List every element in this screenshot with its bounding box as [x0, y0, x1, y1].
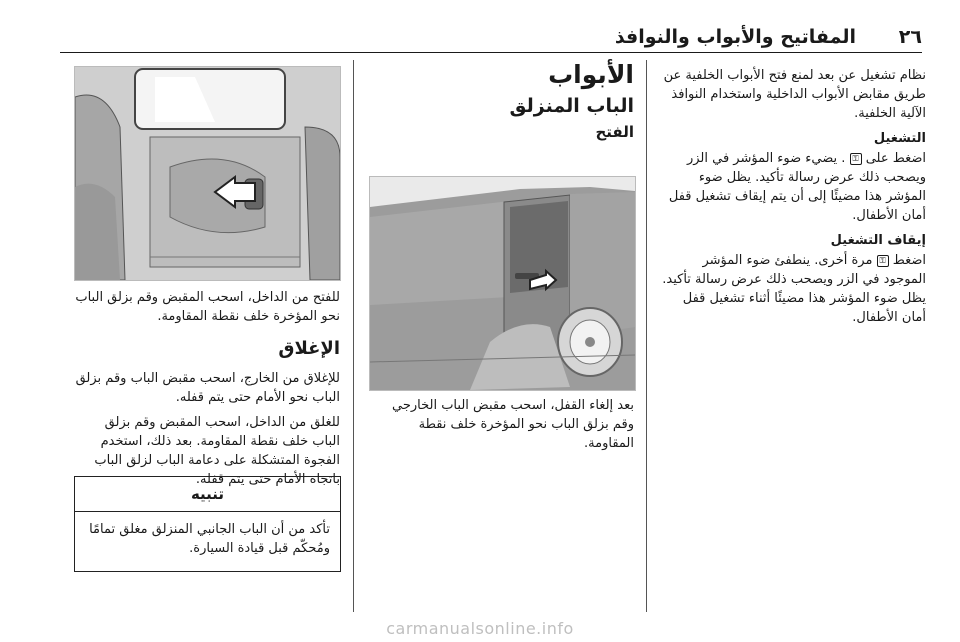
caution-note-text: تأكد من أن الباب الجانبي المنزلق مغلق تمامًا ومُحكّم قبل قيادة السيارة. — [89, 522, 330, 556]
deactivation-heading: إيقاف التشغيل — [830, 233, 926, 248]
subheading-sliding-door: الباب المنزلق — [509, 95, 634, 117]
van-sliding-door-illustration — [369, 176, 636, 391]
intro-paragraph: نظام تشغيل عن بعد لمنع فتح الأبواب الخلفية عن طريق مقابض الأبواب الداخلية واستخدام النوافذ الآلية الخلفية. — [663, 68, 926, 121]
section-heading-doors: الأبواب — [548, 60, 634, 89]
closing-inside-paragraph: للغلق من الداخل، اسحب المقبض وقم بزلق الباب خلف نقطة المقاومة. بعد ذلك، استخدم الفجوة المتشكلة على دعامة الباب لزلق الباب باتجاه الأمام حتى يتم قفله. — [94, 415, 340, 487]
middle-column — [368, 60, 634, 151]
activation-heading: التشغيل — [873, 131, 926, 146]
caution-note-title: تنبيه — [75, 477, 340, 512]
column-divider-left — [353, 60, 354, 612]
right-column — [658, 66, 926, 327]
interior-door-drawing — [75, 67, 340, 280]
page-title: المفاتيح والأبواب والنوافذ — [614, 26, 856, 48]
child-lock-key-icon: ⚿ — [877, 255, 889, 267]
header-rule — [60, 52, 922, 53]
page-number: ٢٦ — [898, 26, 922, 48]
deactivation-paragraph: اضغط ⚿ مرة أخرى. ينطفئ ضوء المؤشر الموجود في الزر ويصحب ذلك عرض رسالة تأكيد. يظل ضوء المؤشر هذا مضيئًا أثناء تشغيل قفل أمان الأطفال. — [662, 253, 926, 325]
left-column — [74, 288, 340, 489]
child-lock-key-icon: ⚿ — [850, 153, 862, 165]
interior-sliding-door-illustration — [74, 66, 341, 281]
caution-note-box — [74, 476, 341, 572]
middle-caption-block — [368, 396, 634, 453]
van-exterior-drawing — [370, 177, 635, 390]
opening-heading: الفتح — [595, 123, 634, 141]
middle-caption: بعد إلغاء القفل، اسحب مقبض الباب الخارجي وقم بزلق الباب نحو المؤخرة خلف نقطة المقاومة. — [391, 398, 634, 451]
closing-heading: الإغلاق — [278, 338, 340, 359]
closing-outside-paragraph: للإغلاق من الخارج، اسحب مقبض الباب وقم بزلق الباب نحو الأمام حتى يتم قفله. — [75, 371, 340, 405]
column-divider-right — [646, 60, 647, 612]
activation-paragraph: اضغط على ⚿ . يضيء ضوء المؤشر في الزر ويصحب ذلك عرض رسالة تأكيد. يظل ضوء المؤشر هذا مضيئًا إلى أن يتم إيقاف تشغيل قفل أمان الأطفال. — [668, 151, 926, 223]
page-header — [60, 18, 922, 52]
watermark-url: carmanualsonline.info — [386, 619, 574, 638]
inside-open-paragraph: للفتح من الداخل، اسحب المقبض وقم بزلق الباب نحو المؤخرة خلف نقطة المقاومة. — [75, 290, 340, 324]
